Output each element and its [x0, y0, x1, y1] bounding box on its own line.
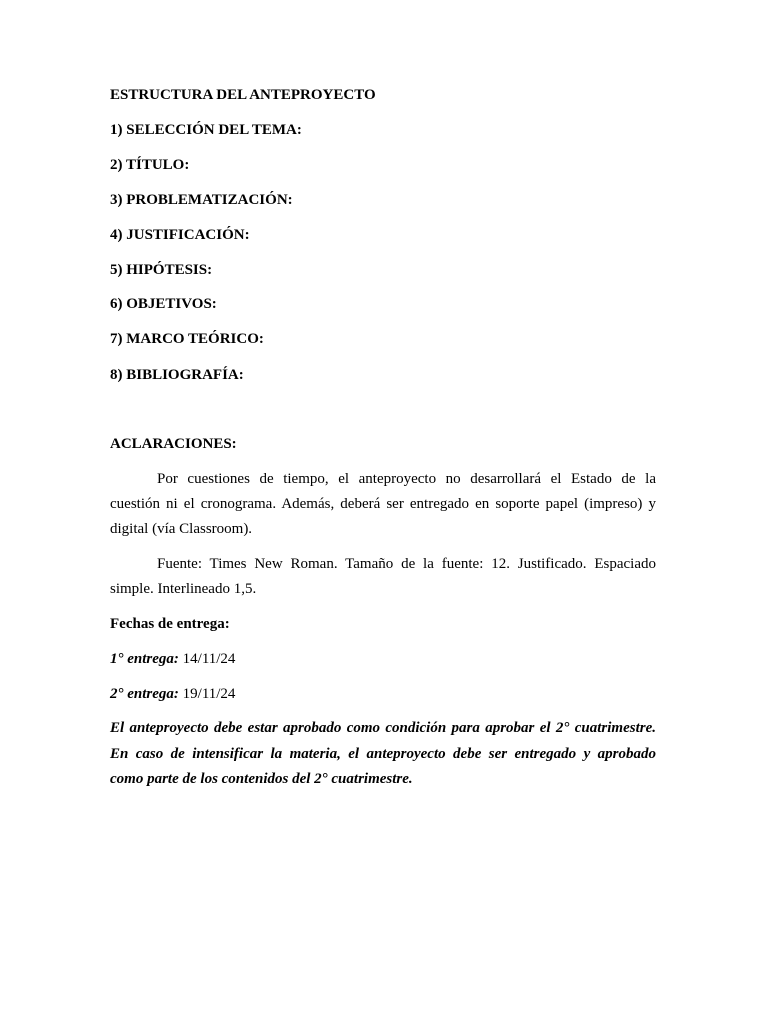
fechas-heading: Fechas de entrega: [110, 616, 230, 632]
section-heading-bibliografia: 8) BIBLIOGRAFÍA: [110, 367, 244, 383]
section-heading-titulo: 2) TÍTULO: [110, 157, 190, 173]
entrega-2-label: 2° entrega: [110, 686, 179, 702]
aclaraciones-heading: ACLARACIONES: [110, 436, 237, 452]
entrega-1 [110, 650, 235, 668]
section-heading-tema: 1) SELECCIÓN DEL TEMA: [110, 122, 302, 138]
section-heading-hipotesis: 5) HIPÓTESIS: [110, 262, 213, 278]
entrega-1-date: 14/11/24 [182, 651, 236, 667]
document-title: ESTRUCTURA DEL ANTEPROYECTO [110, 87, 376, 103]
section-heading-marco-teorico: 7) MARCO TEÓRICO: [110, 331, 264, 347]
document-page [110, 0, 656, 1024]
section-heading-objetivos: 6) OBJETIVOS: [110, 296, 217, 312]
entrega-2 [110, 685, 235, 703]
entrega-1-label: 1° entrega: [110, 651, 179, 667]
paragraph-1-line-1: Por cuestiones de tiempo, el anteproyecto no desarrollará el Estado de la [157, 471, 656, 487]
section-heading-problematizacion: 3) PROBLEMATIZACIÓN: [110, 192, 293, 208]
entrega-2-date: 19/11/24 [182, 686, 236, 702]
note-line-2: En caso de intensificar la materia, el anteproyecto debe ser entregado y aprobado [110, 746, 656, 762]
paragraph-1-line-3: digital (vía Classroom). [110, 521, 253, 537]
note-line-1: El anteproyecto debe estar aprobado como condición para aprobar el 2° cuatrimestre. [110, 720, 656, 736]
note-line-3: como parte de los contenidos del 2° cuatrimestre. [110, 771, 413, 787]
paragraph-2-line-2: simple. Interlineado 1,5. [110, 581, 257, 597]
paragraph-2-line-1: Fuente: Times New Roman. Tamaño de la fuente: 12. Justificado. Espaciado [157, 556, 656, 572]
section-heading-justificacion: 4) JUSTIFICACIÓN: [110, 227, 250, 243]
paragraph-1-line-2: cuestión ni el cronograma. Además, deberá ser entregado en soporte papel (impreso) y [110, 496, 656, 512]
